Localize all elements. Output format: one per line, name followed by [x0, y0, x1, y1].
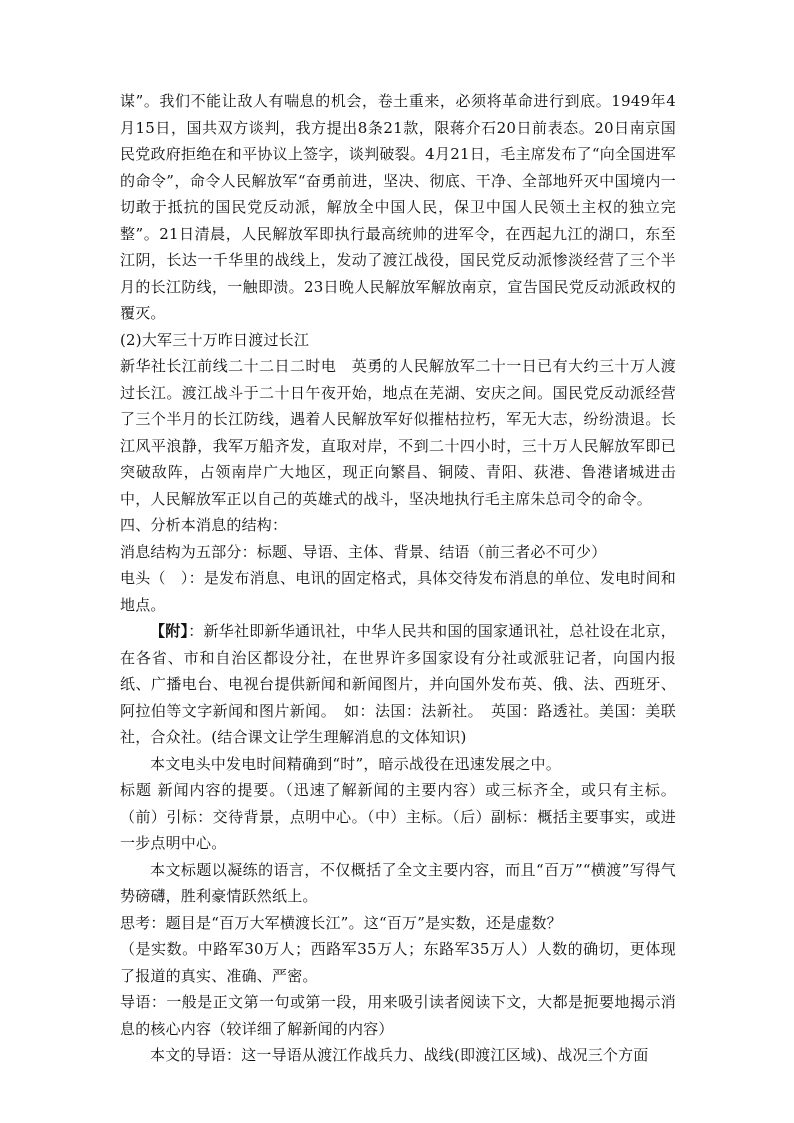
paragraph-title-definition: 标题 新闻内容的提要。（迅速了解新闻的主要内容）或三标齐全，或只有主标。（前）引标：交待背景，点明中心。（中）主标。（后）副标：概括主要事实，或进一步点明中心。 [120, 781, 676, 852]
paragraph-title-analysis: 本文标题以凝练的语言，不仅概括了全文主要内容，而且“百万”“横渡”写得气势磅礴，胜利豪情跃然纸上。 [120, 860, 676, 905]
paragraph-answer: （是实数。中路军30万人；西路军35万人；东路军35万人）人数的确切，更体现了报道的真实、准确、严密。 [120, 940, 676, 985]
document-body [120, 88, 676, 1069]
paragraph-news-text: 新华社长江前线二十二日二时电 英勇的人民解放军二十一日已有大约三十万人渡过长江。渡江战斗于二十日午夜开始，地点在芜湖、安庆之间。国民党反动派经营了三个半月的长江防线，遇着人民解放军好似摧枯拉朽，军无大志，纷纷溃退。长江风平浪静，我军万船齐发，直取对岸，不到二十四小时，三十万人民解放军即已突破敌阵，占领南岸广大地区，现正向繁昌、铜陵、青阳、荻港、鲁港诸城进击中，人民解放军正以自己的英雄式的战斗，坚决地执行毛主席朱总司令的命令。 [120, 357, 676, 508]
appendix-text: ：新华社即新华通讯社，中华人民共和国的国家通讯社，总社设在北京，在各省、市和自治区都设分社，在世界许多国家设有分社或派驻记者，向国内报纸、广播电台、电视台提供新闻和新闻图片，并向国外发布英、俄、法、西班牙、阿拉伯等文字新闻和图片新闻。 如：法国：法新社。 英国：路透社。美国：美联社，合众社。(结合课文让学生理解消息的文体知识) [120, 622, 676, 746]
paragraph-question: 思考：题目是“百万大军横渡长江”。这“百万”是实数，还是虚数？ [120, 913, 562, 932]
paragraph-dateline: 电头（ ）：是发布消息、电讯的固定格式，具体交待发布消息的单位、发电时间和地点。 [120, 569, 676, 614]
section-heading-structure: 四、分析本消息的结构： [120, 516, 288, 534]
paragraph-structure-parts: 消息结构为五部分：标题、导语、主体、背景、结语（前三者必不可少） [120, 542, 607, 561]
paragraph-lead-analysis: 本文的导语：这一导语从渡江作战兵力、战线(即渡江区域)、战况三个方面 [150, 1046, 649, 1064]
paragraph-history-background: 谋”。我们不能让敌人有喘息的机会，卷土重来，必须将革命进行到底。1949年4月15日，国共双方谈判，我方提出8条21款，限蒋介石20日前表态。20日南京国民党政府拒绝在和平协议上签字，谈判破裂。4月21日，毛主席发布了“向全国进军的命令”，命令人民解放军“奋勇前进，坚决、彻底、干净、全部地歼灭中国境内一切敢于抵抗的国民党反动派，解放全中国人民，保卫中国人民领土主权的独立完整”。21日清晨，人民解放军即执行最高统帅的进军令，在西起九江的湖口，东至江阴，长达一千华里的战线上，发动了渡江战役，国民党反动派惨淡经营了三个半月的长江防线，一触即溃。23日晚人民解放军解放南京，宣告国民党反动派政权的覆灭。 [120, 92, 676, 322]
news-headline-2: (2)大军三十万昨日渡过长江 [120, 330, 310, 349]
paragraph-appendix [120, 618, 676, 751]
paragraph-lead-definition: 导语：一般是正文第一句或第一段，用来吸引读者阅读下文，大都是扼要地揭示消息的核心内容（较详细了解新闻的内容） [120, 993, 676, 1038]
appendix-label: 【附】 [150, 622, 189, 640]
paragraph-dateline-note: 本文电头中发电时间精确到“时”，暗示战役在迅速发展之中。 [150, 754, 561, 773]
